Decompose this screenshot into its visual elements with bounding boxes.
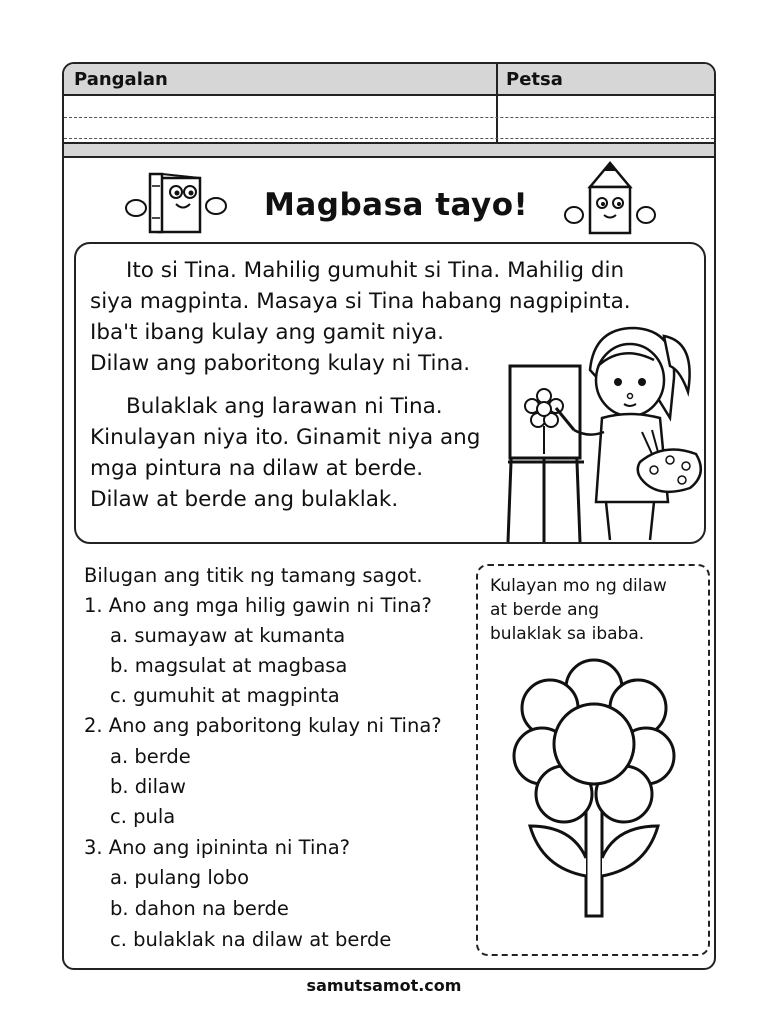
- date-label: Petsa: [506, 69, 563, 90]
- story-line: mga pintura na dilaw at berde.: [90, 456, 424, 481]
- option-2b[interactable]: b. dilaw: [110, 775, 186, 798]
- story-line: Dilaw at berde ang bulaklak.: [90, 487, 399, 512]
- worksheet: [62, 62, 716, 970]
- girl-painter-illustration: [504, 322, 704, 542]
- coloring-instruction: bulaklak sa ibaba.: [490, 624, 645, 644]
- story-line: Kinulayan niya ito. Ginamit niya ang: [90, 425, 481, 450]
- question-3: 3. Ano ang ipininta ni Tina?: [84, 836, 351, 859]
- quiz-instruction: Bilugan ang titik ng tamang sagot.: [84, 564, 423, 587]
- question-1: 1. Ano ang mga hilig gawin ni Tina?: [84, 594, 432, 617]
- option-1a[interactable]: a. sumayaw at kumanta: [110, 624, 346, 647]
- coloring-box: [476, 564, 710, 956]
- option-1b[interactable]: b. magsulat at magbasa: [110, 654, 348, 677]
- option-3a[interactable]: a. pulang lobo: [110, 866, 250, 889]
- footer-website: samutsamot.com: [306, 976, 462, 995]
- date-writing-line[interactable]: [64, 138, 714, 139]
- story-box: [74, 242, 706, 544]
- option-2a[interactable]: a. berde: [110, 745, 191, 768]
- question-2: 2. Ano ang paboritong kulay ni Tina?: [84, 714, 442, 737]
- story-line: Bulaklak ang larawan ni Tina.: [126, 394, 443, 419]
- pencil-character-icon: [560, 159, 660, 241]
- book-character-icon: [120, 166, 238, 240]
- story-line: siya magpinta. Masaya si Tina habang nagpipinta.: [90, 289, 631, 314]
- option-1c[interactable]: c. gumuhit at magpinta: [110, 684, 340, 707]
- coloring-instruction: Kulayan mo ng dilaw: [490, 576, 667, 596]
- flower-coloring-outline[interactable]: [512, 658, 676, 926]
- coloring-instruction: at berde ang: [490, 600, 600, 620]
- option-3c[interactable]: c. bulaklak na dilaw at berde: [110, 928, 392, 951]
- option-3b[interactable]: b. dahon na berde: [110, 897, 289, 920]
- name-writing-line[interactable]: [64, 117, 714, 118]
- page-title: Magbasa tayo!: [264, 187, 529, 223]
- story-line: Dilaw ang paboritong kulay ni Tina.: [90, 351, 471, 376]
- option-2c[interactable]: c. pula: [110, 805, 176, 828]
- name-label: Pangalan: [74, 69, 168, 90]
- header-foot-band: [64, 142, 714, 156]
- story-line: Iba't ibang kulay ang gamit niya.: [90, 320, 444, 345]
- header-table: [64, 64, 714, 158]
- story-line: Ito si Tina. Mahilig gumuhit si Tina. Mahilig din: [126, 258, 625, 283]
